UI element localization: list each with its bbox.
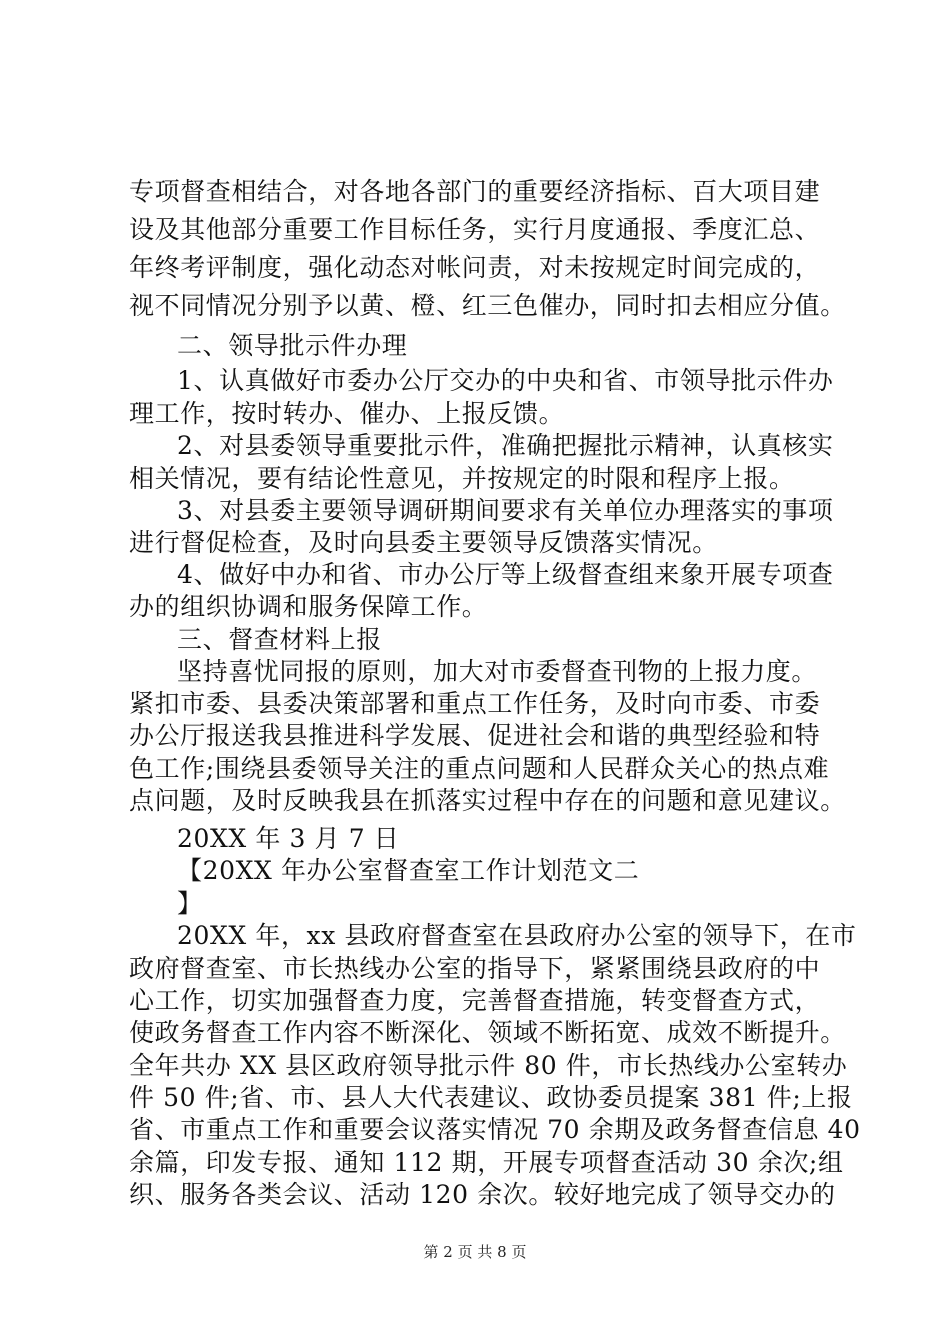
paragraph-line: 件 50 件;省、市、县人大代表建议、政协委员提案 381 件;上报	[129, 1083, 853, 1112]
paragraph-line: 设及其他部分重要工作目标任务，实行月度通报、季度汇总、	[129, 215, 821, 244]
paragraph-line: 色工作;围绕县委领导关注的重点问题和人民群众关心的热点难	[129, 754, 830, 783]
page-footer: 第 2 页 共 8 页	[423, 1243, 527, 1261]
date-line: 20XX 年 3 月 7 日	[177, 824, 400, 853]
paragraph-line: 全年共办 XX 县区政府领导批示件 80 件，市长热线办公室转办	[129, 1051, 848, 1080]
paragraph-line: 使政务督查工作内容不断深化、领域不断拓宽、成效不断提升。	[129, 1018, 846, 1047]
paragraph-line: 余篇，印发专报、通知 112 期，开展专项督查活动 30 余次;组	[129, 1148, 844, 1177]
paragraph-line: 1、认真做好市委办公厅交办的中央和省、市领导批示件办	[177, 366, 834, 395]
paragraph-line: 办公厅报送我县推进科学发展、促进社会和谐的典型经验和特	[129, 721, 821, 750]
paragraph-line: 紧扣市委、县委决策部署和重点工作任务，及时向市委、市委	[129, 689, 821, 718]
paragraph-line: 政府督查室、市长热线办公室的指导下，紧紧围绕县政府的中	[129, 954, 821, 983]
paragraph-line: 省、市重点工作和重要会议落实情况 70 余期及政务督查信息 40	[129, 1115, 861, 1144]
article-title-end: 】	[177, 889, 203, 918]
paragraph-line: 相关情况，要有结论性意见，并按规定的时限和程序上报。	[129, 464, 795, 493]
paragraph-line: 年终考评制度，强化动态对帐问责，对未按规定时间完成的，	[129, 253, 821, 282]
paragraph-line: 进行督促检查，及时向县委主要领导反馈落实情况。	[129, 528, 718, 557]
paragraph-line: 办的组织协调和服务保障工作。	[129, 592, 488, 621]
paragraph-line: 心工作，切实加强督查力度，完善督查措施，转变督查方式，	[129, 986, 821, 1015]
paragraph-line: 视不同情况分别予以黄、橙、红三色催办，同时扣去相应分值。	[129, 291, 846, 320]
paragraph-line: 点问题，及时反映我县在抓落实过程中存在的问题和意见建议。	[129, 786, 846, 815]
paragraph-line: 织、服务各类会议、活动 120 余次。较好地完成了领导交办的	[129, 1180, 836, 1209]
paragraph-line: 坚持喜忧同报的原则，加大对市委督查刊物的上报力度。	[177, 657, 818, 686]
paragraph-line: 2、对县委领导重要批示件，准确把握批示精神，认真核实	[177, 431, 834, 460]
paragraph-line: 3、对县委主要领导调研期间要求有关单位办理落实的事项	[177, 496, 834, 525]
section-heading-3: 三、督查材料上报	[177, 625, 382, 654]
paragraph-line: 专项督查相结合，对各地各部门的重要经济指标、百大项目建	[129, 177, 821, 206]
article-title: 【20XX 年办公室督查室工作计划范文二	[177, 856, 640, 885]
paragraph-line: 20XX 年，xx 县政府督查室在县政府办公室的领导下，在市	[177, 921, 857, 950]
paragraph-line: 4、做好中办和省、市办公厅等上级督查组来象开展专项查	[177, 560, 834, 589]
section-heading-2: 二、领导批示件办理	[177, 331, 408, 360]
paragraph-line: 理工作，按时转办、催办、上报反馈。	[129, 399, 565, 428]
